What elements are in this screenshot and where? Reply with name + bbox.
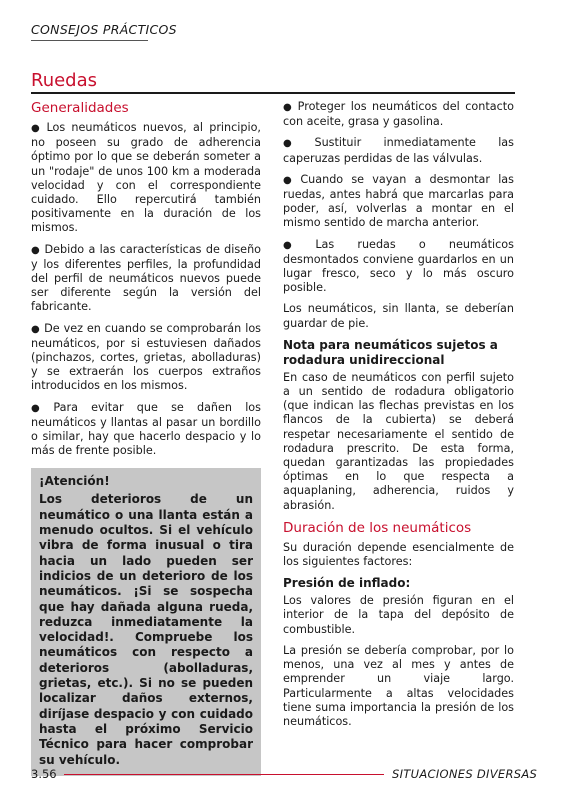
bullet-paragraph: ● Los neumáticos nuevos, al principio, no poseen su grado de adherencia óptimo por lo que se deberán someter a un "rodaje" de unos 100 km a moderada velocidad y con el correspondiente cuidado. Ello repercutirá también positivamente en la duración de los mismos. [31,121,261,236]
chapter-header: CONSEJOS PRÁCTICOS [31,22,177,37]
storage-paragraph: Los neumáticos, sin llanta, se deberían guardar de pie. [283,302,514,330]
footer-rule [64,774,384,775]
section-rule [31,92,515,94]
pressure-heading: Presión de inflado: [283,576,411,591]
bullet-paragraph: ● Las ruedas o neumáticos desmontados conviene guardarlos en un lugar fresco, seco y lo más oscuro posible. [283,238,514,296]
bullet-paragraph: ● Para evitar que se dañen los neumáticos y llantas al pasar un bordillo o similar, hay que hacerlo despacio y lo más de frente posible. [31,401,261,459]
header-rule [31,40,148,41]
left-column [31,100,261,776]
duration-intro: Su duración depende esencialmente de los siguientes factores: [283,540,514,569]
heading-generalidades: Generalidades [31,100,129,116]
bullet-paragraph: ● Sustituir inmediatamente las caperuzas perdidas de las válvulas. [283,136,514,165]
section-title: Ruedas [31,70,98,91]
right-column [283,100,514,736]
bullet-paragraph: ● De vez en cuando se comprobarán los neumáticos, por si estuviesen dañados (pinchazos, cortes, grietas, abolladuras) y se extraerán los cuerpos extraños introducidos en los mismos. [31,322,261,394]
footer-section: SITUACIONES DIVERSAS [392,767,538,781]
note-heading: Nota para neumáticos sujetos a rodadura unidireccional [283,337,498,367]
warning-body: Los deterioros de un neumático o una llanta están a menudo ocultos. Si el vehículo vibra de forma inusual o tira hacia un lado pueden ser indicios de un deterioro de los neumáticos. ¡Si se sospecha que hay dañada alguna rueda, reduzca inmediatamente la velocidad!. Compruebe los neumáticos con respecto a deterioros (abolladuras, grietas, etc.). Si no se pueden localizar daños externos, diríjase despacio y con cuidado hasta el próximo Servicio Técnico para hacer comprobar su vehículo. [39,492,253,767]
pressure-paragraph-1: Los valores de presión figuran en el interior de la tapa del depósito de combustible. [283,594,514,636]
heading-duracion: Duración de los neumáticos [283,519,472,536]
bullet-paragraph: ● Proteger los neumáticos del contacto con aceite, grasa y gasolina. [283,100,514,129]
pressure-paragraph-2: La presión se debería comprobar, por lo menos, una vez al mes y antes de emprender un viaje largo. Particularmente a altas velocidades tiene suma importancia la presión de los neumáticos. [283,643,514,728]
note-body: En caso de neumáticos con perfil sujeto a un sentido de rodadura obligatorio (que indican las flechas previstas en los flancos de la cubierta) se deberá respetar necesariamente el sentido de rodadura prescrito. De esta forma, quedan garantizadas las propiedades óptimas en lo que respecta a aquaplaning, adherencia, ruidos y abrasión. [283,370,514,512]
bullet-paragraph: ● Cuando se vayan a desmontar las ruedas, antes habrá que marcarlas para poder, así, volverlas a montar en el mismo sentido de marcha anterior. [283,173,514,231]
warning-title: ¡Atención! [39,474,110,489]
bullet-paragraph: ● Debido a las características de diseño y los diferentes perfiles, la profundidad del perfil de neumáticos nuevos puede ser diferente según la versión del fabricante. [31,243,261,315]
warning-box [31,468,261,775]
page-number: 3.56 [31,767,57,781]
